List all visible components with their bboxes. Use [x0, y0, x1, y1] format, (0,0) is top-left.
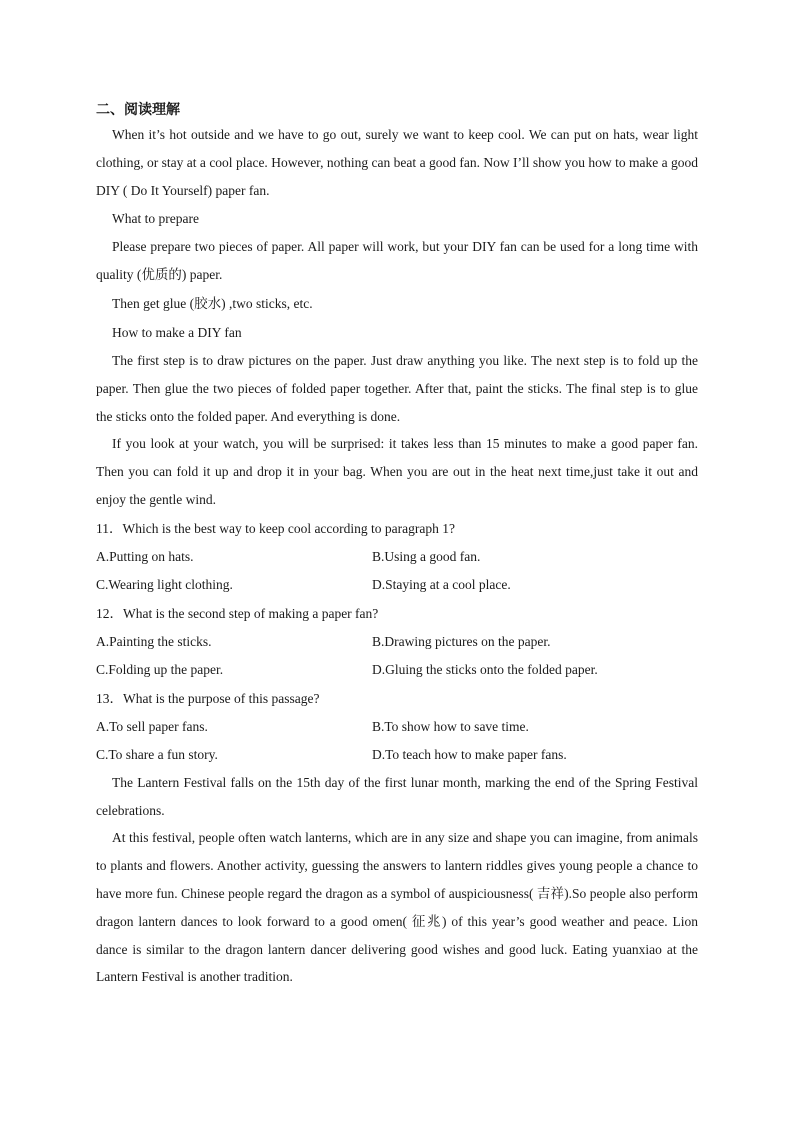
option-b: B.Using a good fan.: [372, 548, 481, 564]
passage1-paragraph-2: Please prepare two pieces of paper. All paper will work, but your DIY fan can be used for a long time with quality (优质的) paper.: [96, 239, 698, 283]
option-a: A.To sell paper fans.: [96, 718, 208, 734]
passage1-paragraph-3: Then get glue (胶水) ,two sticks, etc.: [112, 295, 313, 311]
question-13: [96, 685, 698, 769]
answer-options: [96, 628, 698, 684]
option-c: C.Wearing light clothing.: [96, 576, 233, 592]
option-d: D.To teach how to make paper fans.: [372, 746, 567, 762]
option-d: D.Staying at a cool place.: [372, 576, 511, 592]
passage1-heading-prepare: What to prepare: [112, 211, 199, 227]
page-content: [96, 99, 698, 991]
option-d: D.Gluing the sticks onto the folded paper.: [372, 661, 598, 677]
question-stem: 12．What is the second step of making a paper fan?: [96, 605, 379, 621]
option-a: A.Putting on hats.: [96, 548, 194, 564]
section-title: 二、阅读理解: [96, 102, 180, 118]
option-b: B.To show how to save time.: [372, 718, 529, 734]
passage2-paragraph-2: At this festival, people often watch lanterns, which are in any size and shape you can imagine, from animals to plants and flowers. Another activity, guessing the answers to lantern riddles gives young people a chance to have more fun. Chinese people regard the dragon as a symbol of auspiciousness( 吉祥).So people also perform dragon lantern dances to look forward to a good omen( 征兆) of this year’s good weather and peace. Lion dance is similar to the dragon lantern dancer delivering good wishes and good luck. Eating yuanxiao at the Lantern Festival is another tradition.: [96, 830, 698, 985]
answer-options: [96, 713, 698, 769]
option-a: A.Painting the sticks.: [96, 633, 212, 649]
passage1-heading-make: How to make a DIY fan: [112, 324, 242, 340]
question-12: [96, 600, 698, 684]
passage1-paragraph-5: If you look at your watch, you will be surprised: it takes less than 15 minutes to make a good paper fan. Then you can fold it up and drop it in your bag. When you are out in the heat next time,just take it out and enjoy the gentle wind.: [96, 436, 698, 507]
question-stem: 11．Which is the best way to keep cool according to paragraph 1?: [96, 520, 456, 536]
passage1-paragraph-1: When it’s hot outside and we have to go out, surely we want to keep cool. We can put on hats, wear light clothing, or stay at a cool place. However, nothing can beat a good fan. Now I’ll show you how to make a good DIY ( Do It Yourself) paper fan.: [96, 127, 698, 198]
option-c: C.To share a fun story.: [96, 746, 218, 762]
option-b: B.Drawing pictures on the paper.: [372, 633, 551, 649]
passage2-paragraph-1: The Lantern Festival falls on the 15th day of the first lunar month, marking the end of the Spring Festival celebrations.: [96, 774, 698, 818]
passage1-paragraph-4: The first step is to draw pictures on the paper. Just draw anything you like. The next step is to fold up the paper. Then glue the two pieces of folded paper together. After that, paint the sticks. The final step is to glue the sticks onto the folded paper. And everything is done.: [96, 352, 698, 424]
option-c: C.Folding up the paper.: [96, 661, 224, 677]
answer-options: [96, 543, 698, 599]
question-11: [96, 515, 698, 599]
question-stem: 13．What is the purpose of this passage?: [96, 690, 320, 706]
